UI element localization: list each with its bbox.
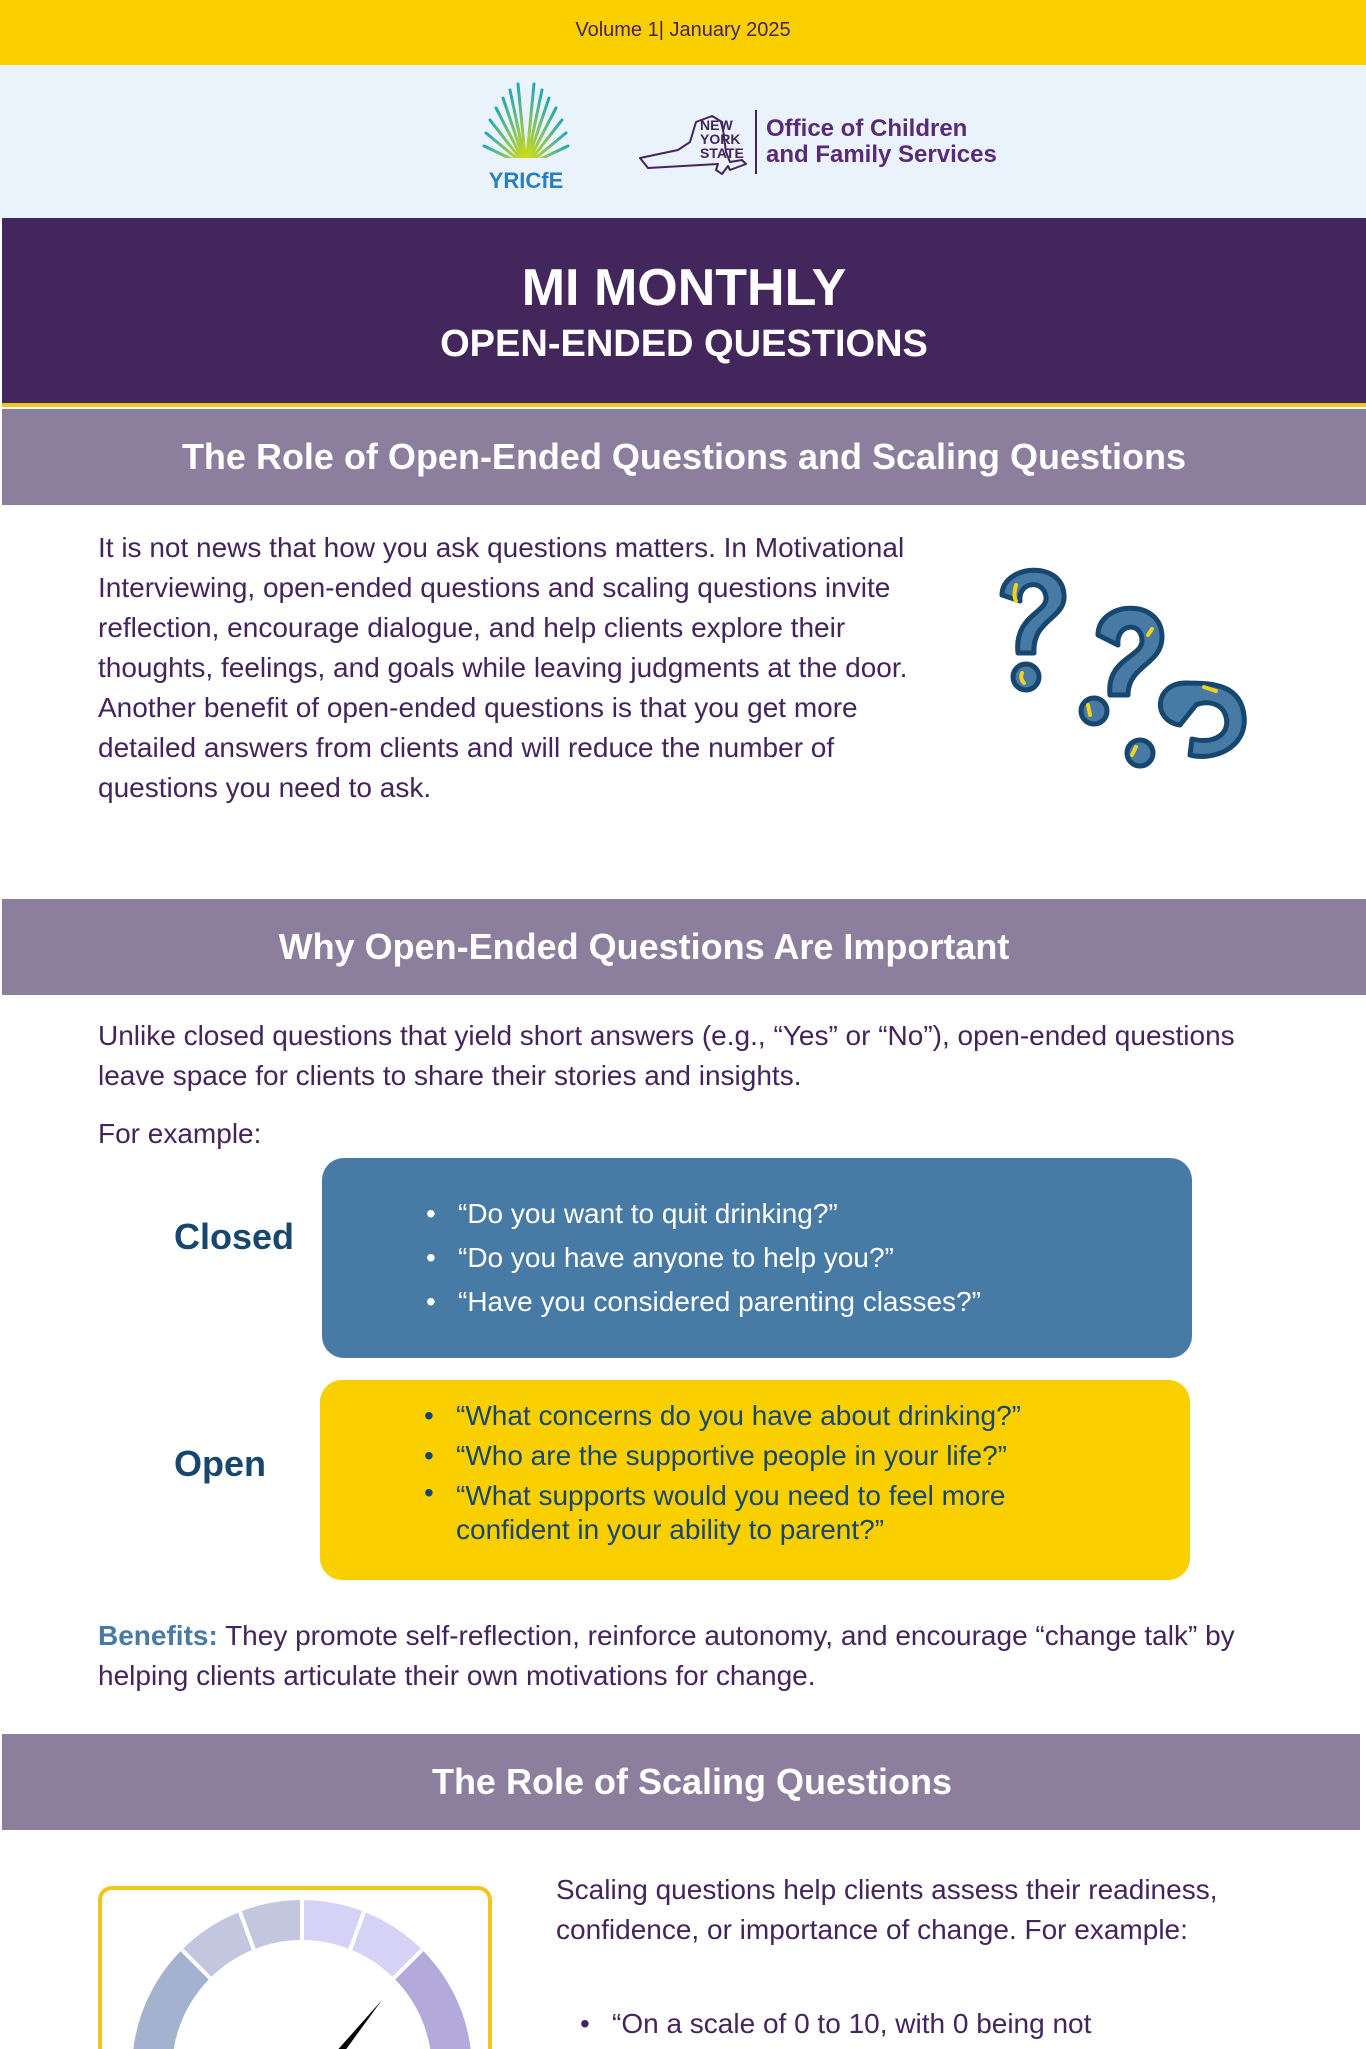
- gauge-dial-icon: [102, 1890, 492, 2049]
- nys-line-1: NEW: [700, 117, 733, 133]
- closed-label: Closed: [174, 1216, 295, 1257]
- newsletter-subtitle: OPEN-ENDED QUESTIONS: [440, 323, 928, 365]
- why-intro-paragraph: Unlike closed questions that yield short answers (e.g., “Yes” or “No”), open-ended questions leave space for clients to share their stories and insights.: [98, 1020, 1235, 1091]
- list-item: • “Who are the supportive people in your life?”: [420, 1436, 1100, 1476]
- for-example-label: For example:: [98, 1118, 262, 1149]
- closed-questions-box: [322, 1158, 1192, 1358]
- list-item: • “Do you have anyone to help you?”: [422, 1236, 981, 1280]
- open-questions-box: [320, 1380, 1190, 1580]
- section-heading-text: The Role of Open-Ended Questions and Scaling Questions: [181, 436, 1187, 477]
- nys-line-3: STATE: [700, 145, 744, 161]
- section-heading-text: Why Open-Ended Questions Are Important: [278, 926, 1010, 967]
- benefits-text: They promote self-reflection, reinforce autonomy, and encourage “change talk” by helping clients articulate their own motivations for change.: [98, 1620, 1235, 1691]
- benefits-paragraph: [98, 1616, 1288, 1696]
- ocfs-wordmark: [766, 116, 997, 168]
- scaling-gauge-card: [98, 1886, 492, 2049]
- list-item: • “Do you want to quit drinking?”: [422, 1192, 981, 1236]
- ocfs-line-1: Office of Children: [766, 115, 968, 142]
- list-item: • “Have you considered parenting classes?”: [422, 1280, 981, 1324]
- list-item: • “What supports would you need to feel more confident in your ability to parent?”: [420, 1476, 1100, 1547]
- nys-line-2: YORK: [700, 131, 741, 147]
- section-heading-text: The Role of Scaling Questions: [431, 1761, 953, 1802]
- newsletter-title: MI MONTHLY: [521, 259, 847, 317]
- section-heading-scaling: [2, 1734, 1360, 1830]
- masthead: [2, 218, 1366, 407]
- list-item: • “What concerns do you have about drinking?”: [420, 1396, 1100, 1436]
- logo-divider: [755, 110, 757, 174]
- benefits-label: Benefits:: [98, 1620, 218, 1651]
- yricfe-logo-text: YRICfE: [488, 168, 564, 193]
- intro-paragraph: It is not news that how you ask questions matters. In Motivational Interviewing, open-ended questions and scaling questions invite reflection, encourage dialogue, and help clients explore their thoughts, feelings, and goals while leaving judgments at the door. Another benefit of open-ended questions is that you get more detailed answers from clients and will reduce the number of questions you need to ask.: [98, 532, 908, 803]
- section-heading-role-of-questions: [2, 409, 1366, 505]
- scaling-examples-list: [576, 2002, 1091, 2046]
- nys-wordmark: [700, 118, 744, 160]
- issue-bar: [0, 0, 1366, 65]
- section-heading-why-open-ended: [2, 899, 1366, 995]
- open-label: Open: [174, 1443, 267, 1484]
- closed-questions-list: [422, 1192, 981, 1324]
- scaling-intro-paragraph: Scaling questions help clients assess their readiness, confidence, or importance of change. For example:: [556, 1874, 1218, 1945]
- list-item: • “On a scale of 0 to 10, with 0 being not: [576, 2002, 1091, 2046]
- ocfs-line-2: and Family Services: [766, 141, 997, 168]
- open-questions-list: [420, 1396, 1100, 1547]
- issue-label: Volume 1| January 2025: [575, 19, 791, 41]
- question-marks-icon: [992, 555, 1272, 775]
